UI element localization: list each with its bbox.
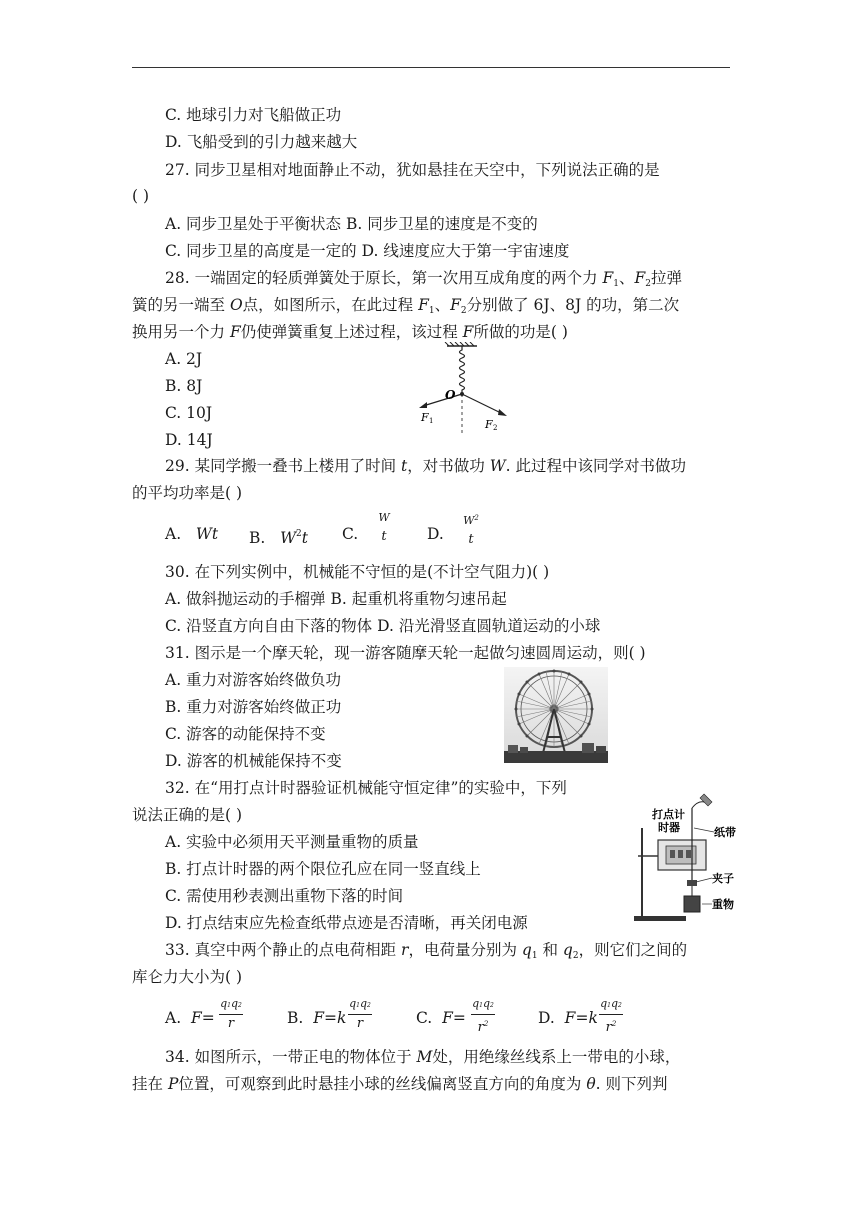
q29-stem-line2: 的平均功率是( ) [132, 484, 243, 502]
q28-option-c: C. 10J [165, 404, 213, 422]
q34-stem-line2: 挂在 P位置，可观察到此时悬挂小球的丝线偏离竖直方向的角度为 θ. 则下列判 [132, 1075, 668, 1093]
q30-options-cd: C. 沿竖直方向自由下落的物体 D. 沿光滑竖直圆轨道运动的小球 [165, 617, 601, 635]
q32-stem-line2: 说法正确的是( ) [132, 806, 243, 824]
force-label-f1: F [421, 411, 429, 424]
q33-option-a-fraction: q1q2 r [220, 997, 242, 1031]
svg-text:1: 1 [429, 417, 434, 425]
q31-option-b: B. 重力对游客始终做正功 [165, 698, 342, 716]
timer-label-line2: 时器 [658, 821, 680, 834]
q26-option-d: D. 飞船受到的引力越来越大 [165, 133, 358, 151]
q28-stem-line1: 28. 一端固定的轻质弹簧处于原长，第一次用互成角度的两个力 $F_1$、$F_2$拉弹 [165, 269, 683, 289]
q29-option-a: A. Wt [165, 525, 219, 543]
q33-option-d: D. F=k [538, 1009, 598, 1027]
ferris-wheel-photo [504, 667, 608, 763]
timer-label-line1: 打点计 [652, 808, 685, 821]
q34-stem-line1: 34. 如图所示，一带正电的物体位于 M处，用绝缘丝线系上一带电的小球， [165, 1048, 681, 1066]
q28-option-b: B. 8J [165, 377, 203, 395]
spring-label-o: O [445, 388, 456, 402]
force-label-f2: F [485, 418, 493, 431]
header-rule [132, 67, 730, 68]
q30-stem: 30. 在下列实例中，机械能不守恒的是(不计空气阻力)( ) [165, 563, 550, 581]
ticker-timer-figure [630, 788, 742, 924]
q32-option-b: B. 打点计时器的两个限位孔应在同一竖直线上 [165, 860, 481, 878]
q32-option-c: C. 需使用秒表测出重物下落的时间 [165, 887, 404, 905]
q32-option-d: D. 打点结束应先检查纸带点迹是否清晰，再关闭电源 [165, 914, 528, 932]
q31-option-d: D. 游客的机械能保持不变 [165, 752, 342, 770]
q27-options-cd: C. 同步卫星的高度是一定的 D. 线速度应大于第一宇宙速度 [165, 242, 570, 260]
q29-option-c-label: C. [342, 525, 359, 543]
tape-label: 纸带 [714, 826, 736, 839]
q29-option-d-fraction: $W^2$ t [463, 514, 479, 547]
q33-option-c-fraction: q1q2 $r^2$ [472, 997, 494, 1035]
q28-stem-line3: 换用另一个力 F仍使弹簧重复上述过程，该过程 F所做的功是( ) [132, 323, 568, 341]
q29-option-d-label: D. [427, 525, 444, 543]
q33-stem-line2: 库仑力大小为( ) [132, 968, 243, 986]
q30-options-ab: A. 做斜抛运动的手榴弹 B. 起重机将重物匀速吊起 [165, 590, 507, 608]
q27-stem: 27. 同步卫星相对地面静止不动，犹如悬挂在天空中，下列说法正确的是 [165, 161, 660, 179]
clip-label: 夹子 [712, 872, 734, 885]
q28-option-a: A. 2J [165, 350, 203, 368]
spring-figure [405, 342, 525, 437]
q33-option-a: A. F= [165, 1009, 215, 1027]
q33-option-b-fraction: q1q2 r [349, 997, 371, 1031]
q27-blank: ( ) [132, 187, 150, 205]
q28-stem-line2: 簧的另一端至 O点，如图所示，在此过程 $F_1$、$F_2$分别做了 6J、8J 的功，第二次 [132, 296, 680, 316]
weight-label: 重物 [712, 898, 734, 911]
q33-stem-line1: 33. 真空中两个静止的点电荷相距 r，电荷量分别为 $q_1$ 和 $q_2$，则它们之间的 [165, 941, 688, 961]
q29-option-b: B. $W^2t$ [249, 529, 309, 547]
q33-option-b: B. F=k [287, 1009, 347, 1027]
q27-options-ab: A. 同步卫星处于平衡状态 B. 同步卫星的速度是不变的 [165, 215, 538, 233]
q29-option-c-fraction: W t [378, 511, 390, 544]
q29-stem-line1: 29. 某同学搬一叠书上楼用了时间 t，对书做功 W. 此过程中该同学对书做功 [165, 457, 686, 475]
q28-option-d: D. 14J [165, 431, 213, 449]
svg-text:2: 2 [493, 424, 498, 432]
q31-option-c: C. 游客的动能保持不变 [165, 725, 326, 743]
q32-stem-line1: 32. 在“用打点计时器验证机械能守恒定律”的实验中，下列 [165, 779, 567, 797]
q26-option-c: C. 地球引力对飞船做正功 [165, 106, 342, 124]
q33-option-c: C. F= [416, 1009, 466, 1027]
q33-option-d-fraction: q1q2 $r^2$ [600, 997, 622, 1035]
q31-stem: 31. 图示是一个摩天轮，现一游客随摩天轮一起做匀速圆周运动，则( ) [165, 644, 646, 662]
q31-option-a: A. 重力对游客始终做负功 [165, 671, 342, 689]
q32-option-a: A. 实验中必须用天平测量重物的质量 [165, 833, 419, 851]
